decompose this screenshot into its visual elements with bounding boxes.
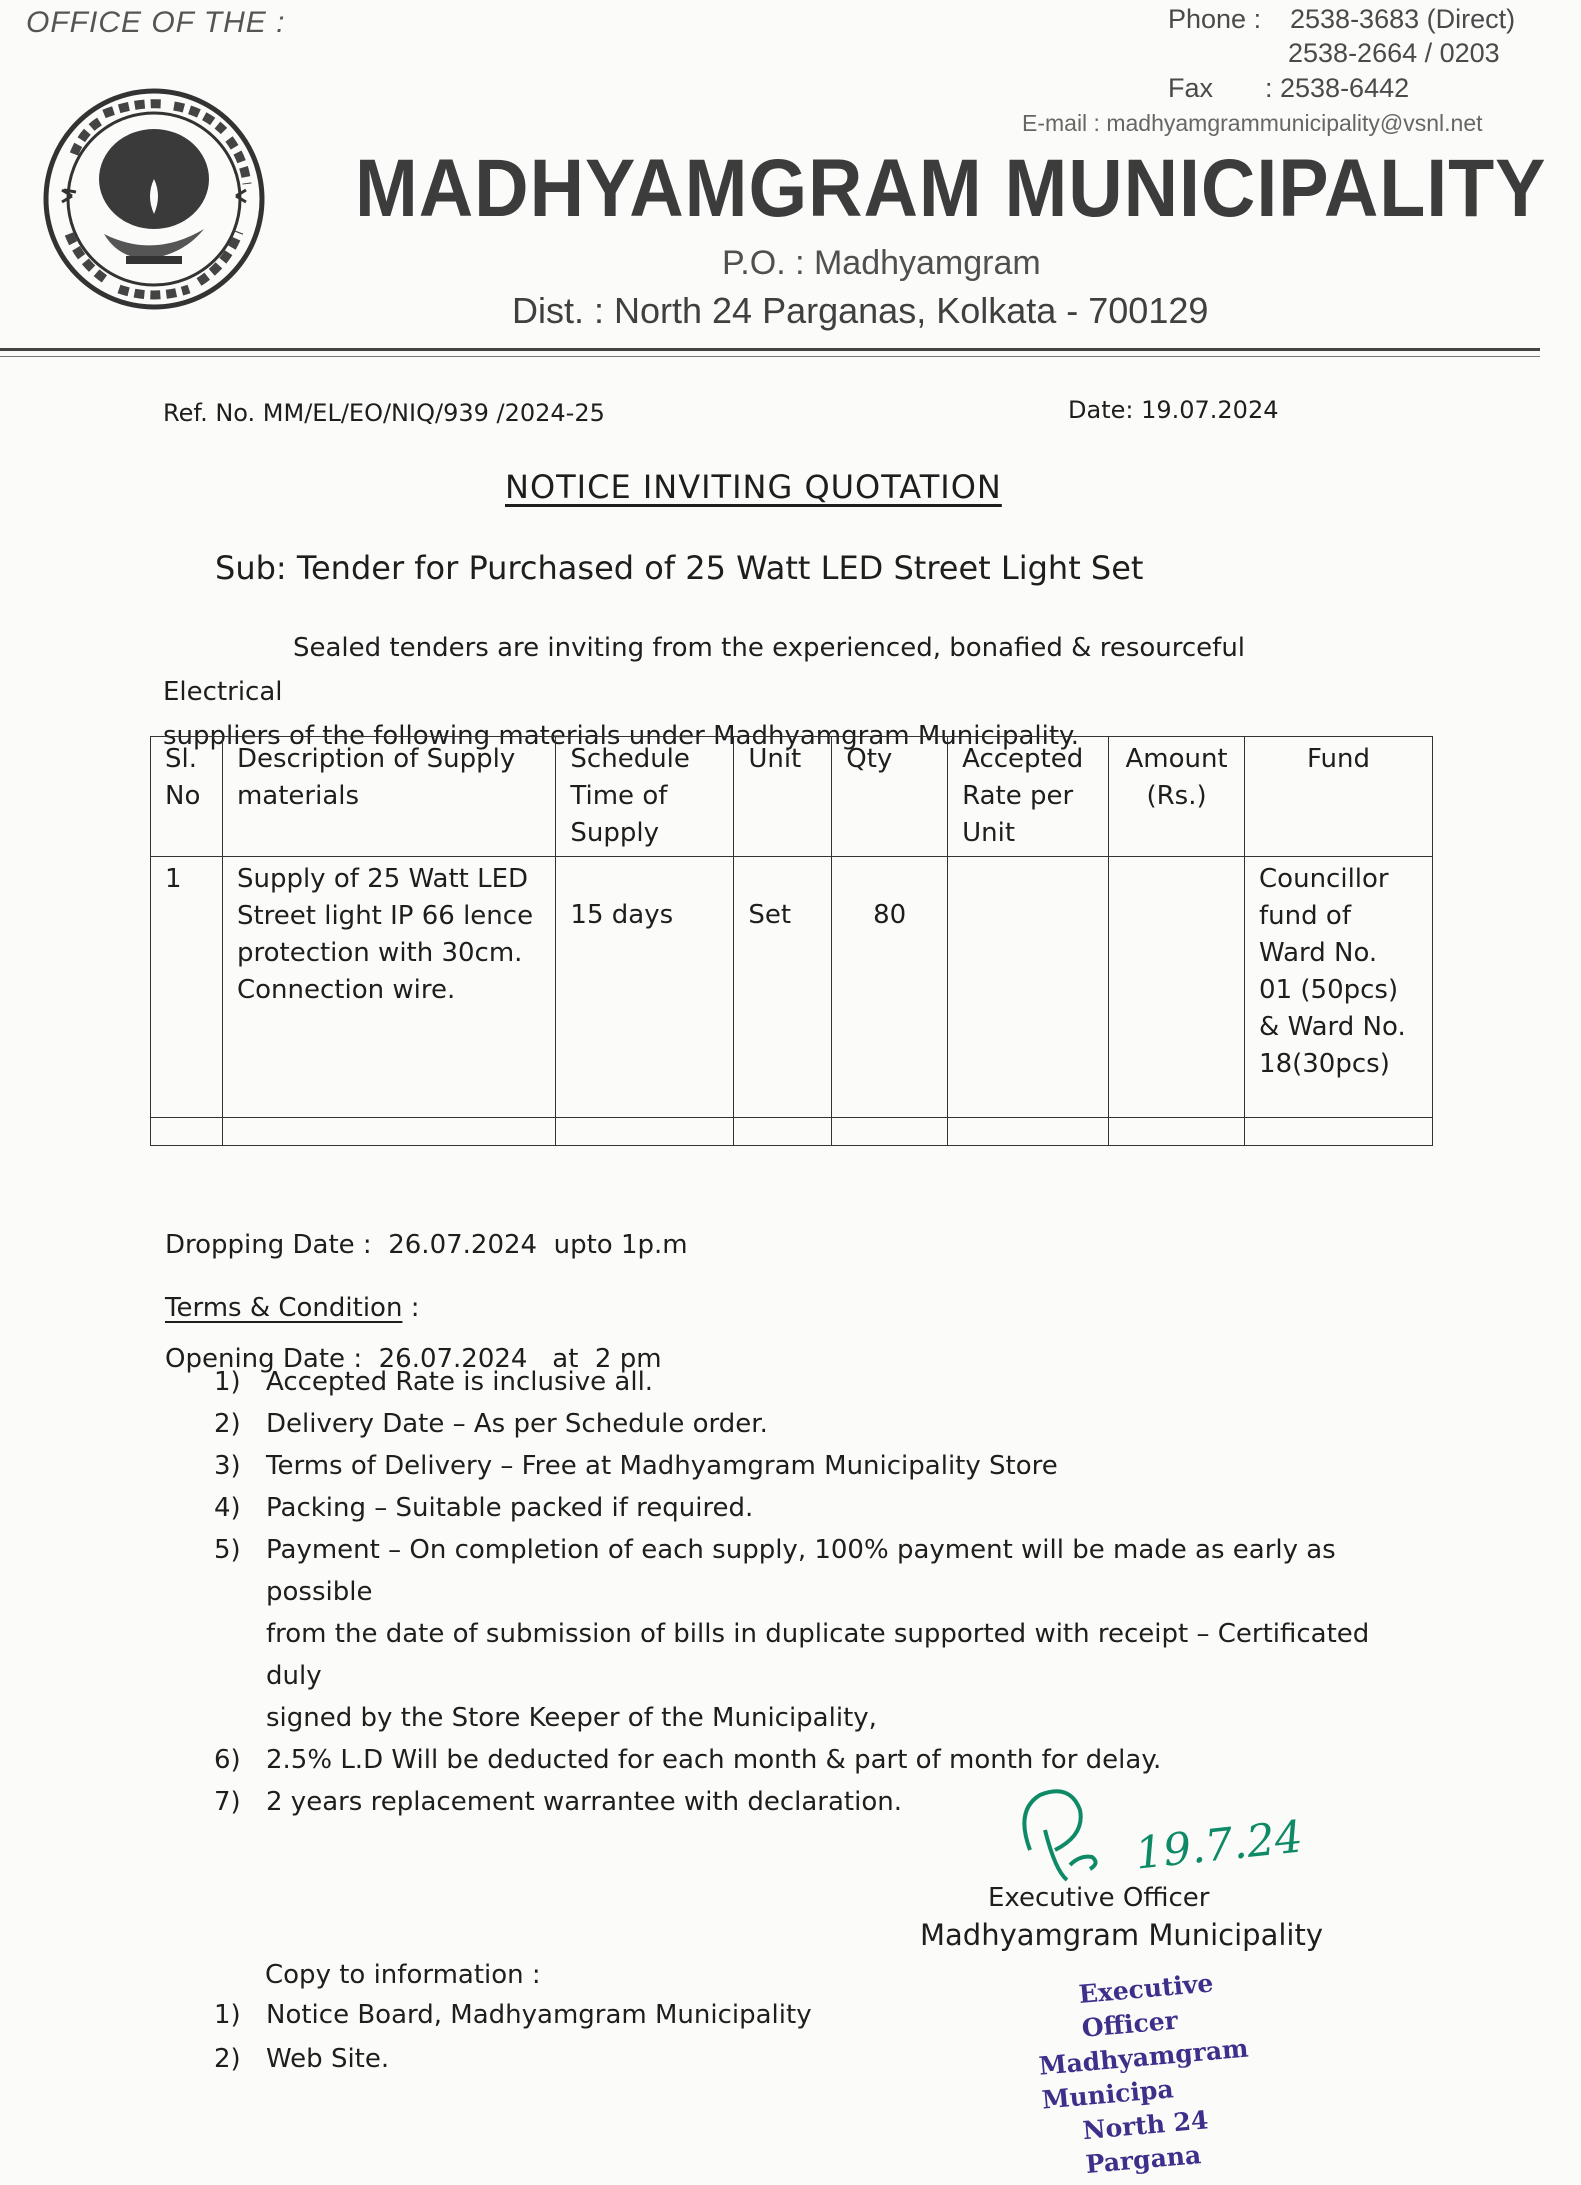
official-stamp: Executive Officer Madhyamgram Municipa North 24 Pargana [1037,1968,1250,2180]
letterhead-divider [0,348,1540,351]
list-item: 5) Payment – On completion of each supply, 100% payment will be made as early as possible from the date of submission of bills in duplicate supported with receipt – Certificated duly signed by the Store Keeper of the Municipality, [214,1535,1370,1733]
cell-description: Supply of 25 Watt LED Street light IP 66 lence protection with 30cm. Connection wire. [222,857,555,1118]
list-item: 1) Notice Board, Madhyamgram Municipality [214,2000,812,2030]
phone-direct: 2538-3683 (Direct) [1290,4,1516,34]
header-amount: Amount (Rs.) [1109,737,1245,857]
intro-line-2: suppliers of the following materials under Madhyamgram Municipality. [163,721,1079,751]
notice-subject: Sub: Tender for Purchased of 25 Watt LED Street Light Set [215,549,1144,587]
list-item: 1) Accepted Rate is inclusive all. [214,1367,654,1397]
list-item: 2) Delivery Date – As per Schedule order. [214,1409,768,1439]
reference-number: Ref. No. MM/EL/EO/NIQ/939 /2024-25 [163,399,605,427]
header-unit: Unit [734,737,832,857]
table-row [151,857,1433,1118]
cell-amount [1109,857,1245,1118]
signatory-designation: Executive Officer [988,1883,1210,1913]
cell-schedule: 15 days [556,857,734,1118]
municipality-seal-logo [34,84,274,314]
header-schedule: Schedule Time of Supply [556,737,734,857]
materials-table [150,736,1433,1146]
list-item: 3) Terms of Delivery – Free at Madhyamgram Municipality Store [214,1451,1058,1481]
header-fund: Fund [1245,737,1433,857]
header-sl-no: Sl. No [151,737,223,857]
table-header-row [151,737,1433,857]
fax-number: : 2538-6442 [1265,73,1410,103]
cell-accepted-rate [948,857,1109,1118]
list-item: 7) 2 years replacement warrantee with declaration. [214,1787,902,1817]
list-item: 4) Packing – Suitable packed if required. [214,1493,754,1523]
header-description: Description of Supply materials [222,737,555,857]
intro-line-1: Sealed tenders are inviting from the experienced, bonafied & resourceful Electrical [163,633,1246,707]
cell-sl: 1 [151,857,223,1118]
handwritten-date: 19.7.24 [1132,1811,1306,1880]
fax-label: Fax [1168,73,1214,103]
phone-board: 2538-2664 / 0203 [1288,38,1500,68]
header-accepted-rate: Accepted Rate per Unit [948,737,1109,857]
dropping-date: Dropping Date : 26.07.2024 upto 1p.m [165,1230,688,1260]
signatory-office: Madhyamgram Municipality [920,1918,1323,1952]
copy-to-heading: Copy to information : [265,1960,541,1990]
header-qty: Qty [832,737,948,857]
opening-date: Opening Date : 26.07.2024 at 2 pm [165,1344,662,1374]
notice-date: Date: 19.07.2024 [1068,396,1279,424]
phone-label: Phone : [1168,4,1262,34]
cell-fund: Councillor fund of Ward No. 01 (50pcs) & Ward No. 18(30pcs) [1245,857,1433,1118]
email-address: E-mail : madhyamgrammunicipality@vsnl.net [1022,110,1483,136]
office-of-label: OFFICE OF THE : [26,6,286,39]
letterhead-divider-thin [0,356,1540,357]
terms-list [214,1361,1414,1823]
cell-unit: Set [734,857,832,1118]
post-office: P.O. : Madhyamgram [722,244,1041,282]
notice-heading: NOTICE INVITING QUOTATION [505,468,1002,506]
list-item: 2) Web Site. [214,2044,390,2074]
district-address: Dist. : North 24 Parganas, Kolkata - 700129 [512,290,1209,331]
list-item: 6) 2.5% L.D Will be deducted for each month & part of month for delay. [214,1745,1162,1775]
municipality-name: MADHYAMGRAM MUNICIPALITY [355,143,1547,234]
table-row-empty [151,1118,1433,1146]
terms-heading: Terms & Condition : [165,1293,420,1323]
cell-qty: 80 [832,857,948,1118]
